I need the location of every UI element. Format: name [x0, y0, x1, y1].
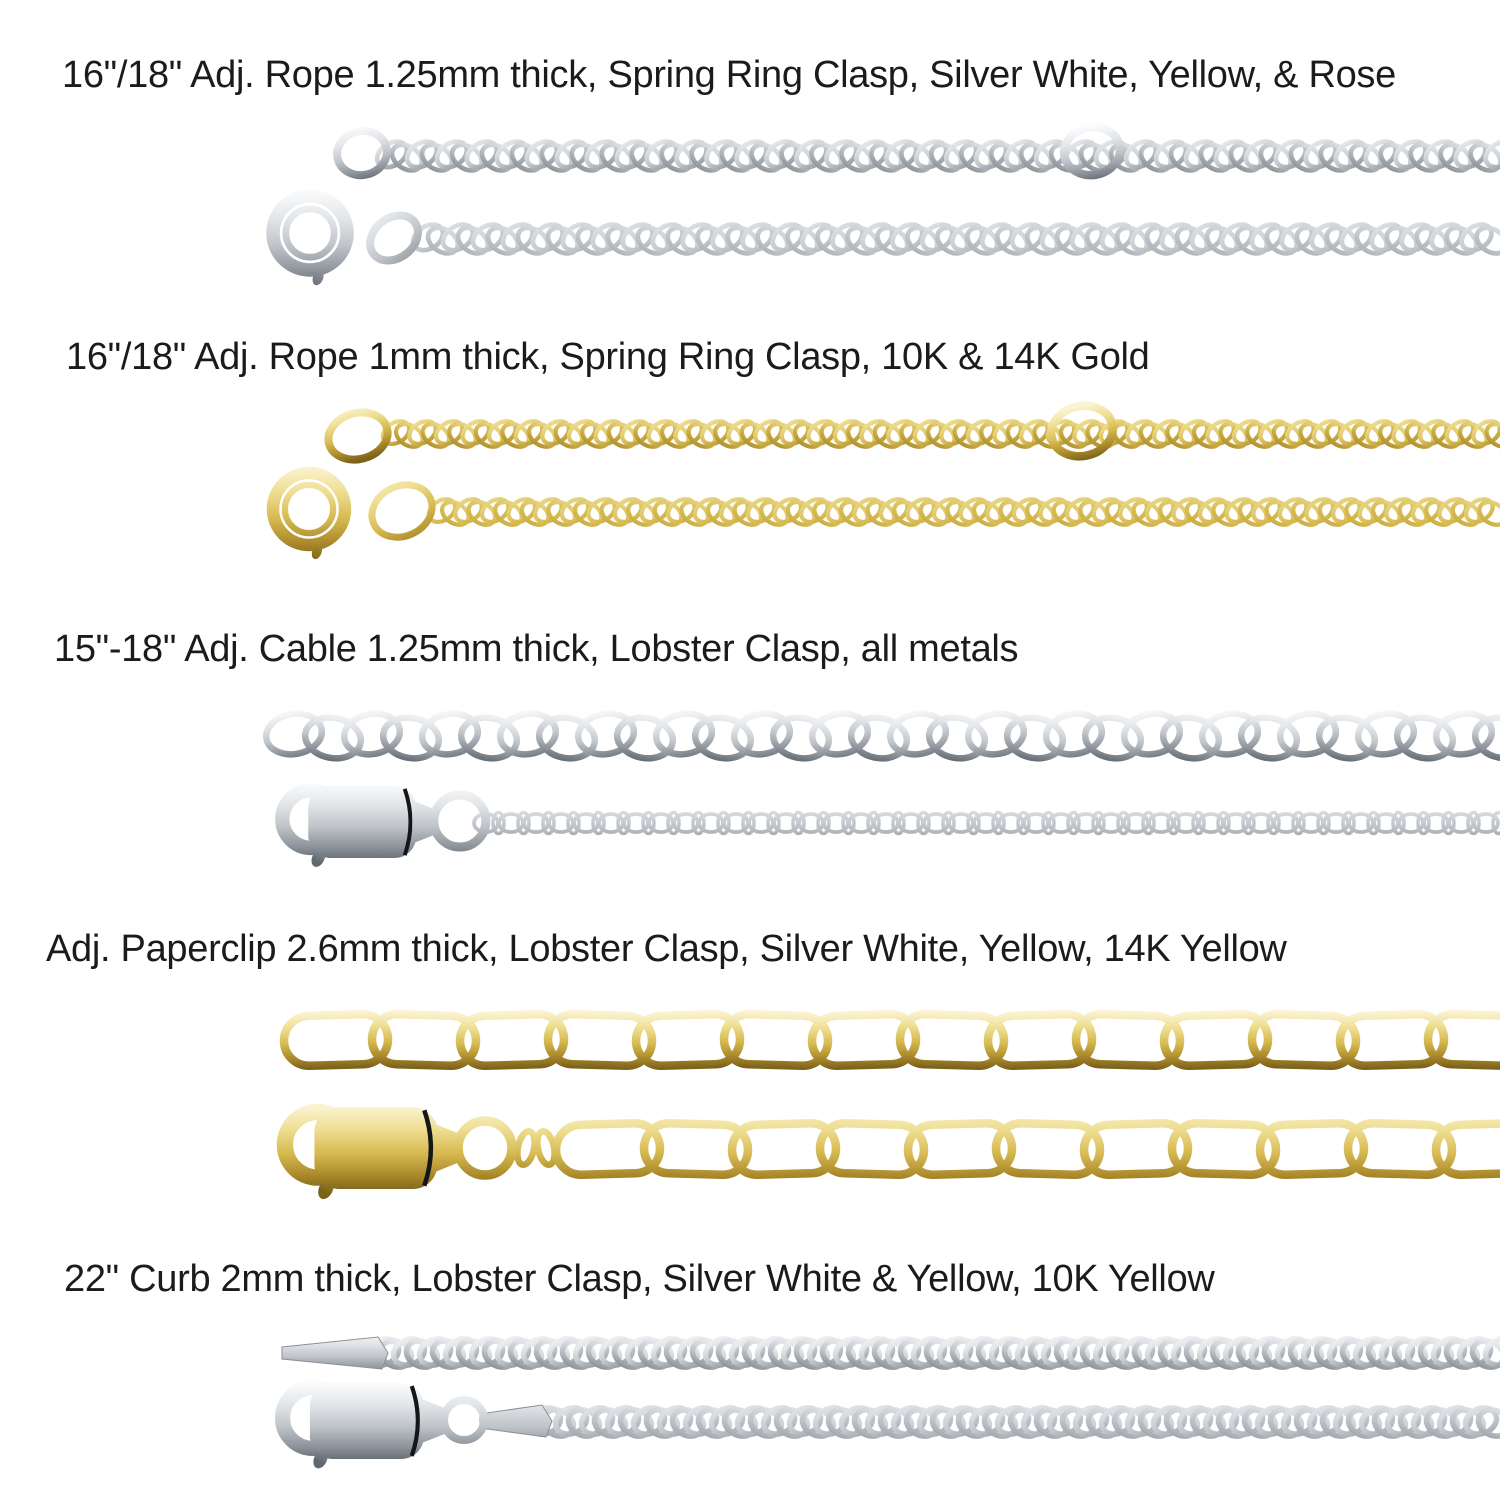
paperclip-lobster-clasp	[285, 1107, 512, 1202]
section-label-curb: 22" Curb 2mm thick, Lobster Clasp, Silver White & Yellow, 10K Yellow	[64, 1258, 1215, 1300]
curb-top-strand	[282, 1334, 1500, 1372]
rope-125-spring-ring-clasp	[273, 196, 347, 287]
rope-125-top-strand	[333, 123, 1500, 180]
cable-bottom-strand	[474, 813, 1500, 834]
rope-125-bottom-strand	[361, 206, 1500, 270]
rope-1mm-spring-ring-clasp	[273, 473, 345, 561]
section-label-cable: 15"-18" Adj. Cable 1.25mm thick, Lobster Clasp, all metals	[54, 628, 1019, 670]
section-label-rope-1mm: 16"/18" Adj. Rope 1mm thick, Spring Ring Clasp, 10K & 14K Gold	[66, 336, 1150, 378]
cable-lobster-clasp	[282, 786, 486, 869]
rope-1mm-top-strand	[323, 400, 1500, 466]
rope-1mm-bottom-strand	[363, 475, 1500, 547]
section-label-paperclip: Adj. Paperclip 2.6mm thick, Lobster Clasp, Silver White, Yellow, 14K Yellow	[46, 928, 1287, 970]
section-label-rope-125: 16"/18" Adj. Rope 1.25mm thick, Spring Ring Clasp, Silver White, Yellow, & Rose	[62, 54, 1396, 96]
curb-lobster-clasp	[283, 1383, 484, 1471]
paperclip-bottom-strand	[515, 1123, 1500, 1176]
paperclip-top-strand	[283, 1014, 1500, 1067]
cable-extender-top-strand	[263, 709, 1500, 762]
curb-bottom-strand	[480, 1403, 1500, 1441]
